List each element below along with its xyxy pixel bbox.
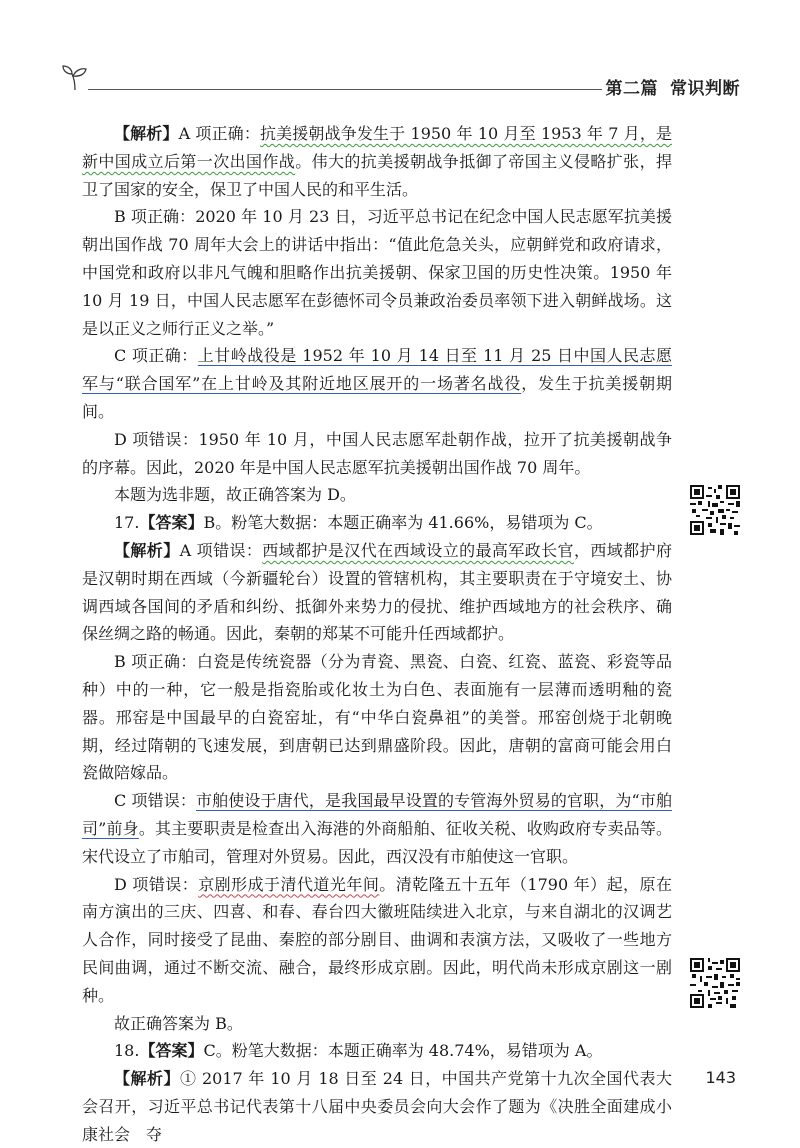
- header-rule: [88, 89, 602, 90]
- qr-code-icon[interactable]: [690, 958, 740, 1008]
- q17-conclusion: 故正确答案为 B。: [114, 1013, 243, 1033]
- q17-c-highlight: 市舶使设于唐代，是我国最早设置的专管海外贸易的官职，为“市舶司”前身: [82, 791, 672, 838]
- page-number: 143: [705, 1068, 736, 1087]
- q17-d-lead: D 项错误：: [114, 874, 199, 894]
- q16-a-lead: A 项正确：: [178, 124, 260, 143]
- page-header: [60, 62, 740, 102]
- q17-a-highlight: 西域都护是汉代在西域设立的最高军政长官: [262, 540, 574, 560]
- q16-c-highlight: 上甘岭战役是 1952 年 10 月 14 日至 11 月 25 日中国人民志愿军与“联合国军”在上甘岭及其附近地区展开的一场著名战役: [82, 346, 672, 394]
- q18-number: 18.: [114, 1041, 140, 1061]
- q17-a-lead: A 项错误：: [179, 540, 263, 560]
- qr-code-icon[interactable]: [690, 485, 740, 535]
- q16-c-lead: C 项正确：: [114, 346, 198, 366]
- q16-explanation-c: [82, 342, 672, 425]
- q17-explanation-b: B 项正确：白瓷是传统瓷器（分为青瓷、黑瓷、白瓷、红瓷、蓝瓷、彩瓷等品种）中的一种，它一般是指瓷胎或化妆土为白色、表面施有一层薄而透明釉的瓷器。邢窑是中国最早的白瓷窑址，有“中华白瓷鼻祖”的美誉。邢窑创烧于北朝晚期，经过隋朝的飞速发展，到唐朝已达到鼎盛阶段。因此，唐朝的富商可能会用白瓷做陪嫁品。: [82, 652, 672, 783]
- q18-answer-text: C。粉笔大数据：本题正确率为 48.74%，易错项为 A。: [203, 1041, 603, 1061]
- q18-answer-label: 【答案】: [139, 1041, 204, 1061]
- q17-answer-text: B。粉笔大数据：本题正确率为 41.66%，易错项为 C。: [203, 513, 603, 533]
- q18-explanation: [82, 1065, 672, 1148]
- q16-conclusion: 本题为选非题，故正确答案为 D。: [114, 485, 356, 505]
- q17-number: 17.: [114, 513, 140, 533]
- q16-a-rest: 。伟大的抗美援朝战争抵御了帝国主义侵略扩张，捍卫了国家的安全，保卫了中国人民的和平生活。: [82, 151, 672, 199]
- q16-explanation-b: B 项正确：2020 年 10 月 23 日，习近平总书记在纪念中国人民志愿军抗美援朝出国作战 70 周年大会上的讲话中指出：“值此危急关头，应朝鲜党和政府请求，中国党和政府以非凡气魄和胆略作出抗美援朝、保家卫国的历史性决策。1950 年 10 月 19 日，中国人民志愿军在彭德怀司令员兼政治委员率领下进入朝鲜战场。这是以正义之师行正义之举。”: [82, 207, 672, 338]
- q16-c-rest: ，发生于抗美援朝期间。: [82, 374, 672, 421]
- q17-c-lead: C 项错误：: [114, 791, 196, 811]
- q16-explanation-a: [82, 120, 672, 203]
- q17-answer-label: 【答案】: [139, 513, 204, 533]
- q17-answer: [82, 509, 672, 537]
- q16-explanation-d: D 项错误：1950 年 10 月，中国人民志愿军赴朝作战，拉开了抗美援朝战争的序幕。因此，2020 年是中国人民志愿军抗美援朝出国作战 70 周年。: [82, 429, 672, 477]
- header-title: [606, 74, 741, 99]
- header-part: 第二篇: [605, 79, 658, 99]
- q18-jiexi-label: 【解析】: [114, 1069, 180, 1089]
- page-content: [82, 120, 672, 1148]
- sprout-icon: [60, 62, 90, 92]
- q17-d-rest: 。清乾隆五十五年（1790 年）起，原在南方演出的三庆、四喜、和春、春台四大徽班陆续进入北京，与来自湖北的汉调艺人合作，同时接受了昆曲、秦腔的部分剧目、曲调和表演方法，又吸收了一些地方民间曲调，通过不断交流、融合，最终形成京剧。因此，明代尚未形成京剧这一剧种。: [82, 874, 672, 1005]
- q17-c-rest: 。其主要职责是检查出入海港的外商船舶、征收关税、收购政府专卖品等。宋代设立了市舶司，管理对外贸易。因此，西汉没有市舶使这一官职。: [82, 818, 672, 866]
- q16-a-highlight: 抗美援朝战争发生于 1950 年 10 月至 1953 年 7 月，是新中国成立后第一次出国作战: [82, 124, 672, 171]
- q18-explanation-text: ① 2017 年 10 月 18 日至 24 日，中国共产党第十九次全国代表大会召开，习近平总书记代表第十八届中央委员会向大会作了题为《决胜全面建成小康社会 夺: [82, 1069, 672, 1144]
- q18-answer: [82, 1037, 672, 1065]
- q17-a-rest: ，西域都护府是汉朝时期在西域（今新疆轮台）设置的管辖机构，其主要职责在于守境安土、协调西域各国间的矛盾和纠纷、抵御外来势力的侵扰、维护西域地方的社会秩序、确保丝绸之路的畅通。因此，秦朝的郑某不可能升任西域都护。: [82, 540, 672, 644]
- q17-explanation-a: [82, 537, 672, 648]
- header-section: 常识判断: [670, 79, 740, 99]
- q17-jiexi-label: 【解析】: [114, 540, 180, 560]
- q17-explanation-c: [82, 787, 672, 870]
- q17-explanation-d: [82, 871, 672, 1010]
- q17-d-highlight: 京剧形成于清代道光年间: [198, 874, 380, 894]
- q16-jiexi-label: 【解析】: [114, 124, 179, 143]
